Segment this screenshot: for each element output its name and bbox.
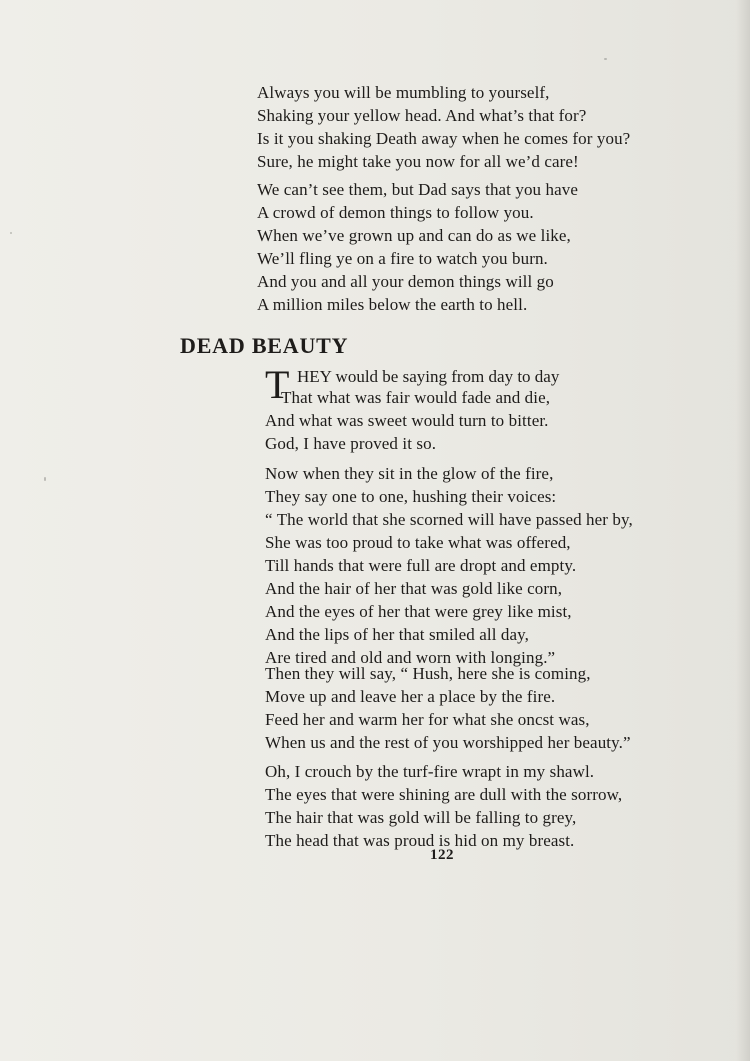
verse-line: “ The world that she scorned will have passed her by,: [265, 510, 633, 529]
stanza-4: [265, 760, 622, 852]
verse-line-first: HEY would be saying from day to day: [297, 367, 560, 386]
verse-line: Then they will say, “ Hush, here she is coming,: [265, 664, 591, 683]
stanza-top-2: [257, 178, 578, 316]
verse-line: The hair that was gold will be falling to grey,: [265, 808, 577, 827]
verse-line: A million miles below the earth to hell.: [257, 295, 528, 314]
page-edge-shadow: [736, 0, 750, 1061]
verse-line: Feed her and warm her for what she oncst was,: [265, 710, 590, 729]
verse-line: We can’t see them, but Dad says that you have: [257, 180, 579, 199]
paper-speck: [10, 232, 12, 234]
verse-line: Are tired and old and worn with longing.”: [265, 648, 556, 667]
verse-line: God, I have proved it so.: [265, 434, 437, 453]
verse-line: Oh, I crouch by the turf-fire wrapt in my shawl.: [265, 762, 595, 781]
verse-line: And you and all your demon things will go: [257, 272, 554, 291]
verse-line: The eyes that were shining are dull with the sorrow,: [265, 785, 623, 804]
verse-line: Shaking your yellow head. And what’s that for?: [257, 106, 587, 125]
verse-line: That what was fair would fade and die,: [281, 388, 551, 407]
verse-line: Sure, he might take you now for all we’d care!: [257, 152, 579, 171]
drop-cap: T: [265, 362, 290, 407]
verse-line: We’ll fling ye on a fire to watch you burn.: [257, 249, 548, 268]
stanza-2: [265, 462, 633, 669]
stanza-3: [265, 662, 631, 754]
poem-title: DEAD BEAUTY: [180, 333, 349, 358]
verse-line: She was too proud to take what was offered,: [265, 533, 571, 552]
verse-line: Till hands that were full are dropt and empty.: [265, 556, 577, 575]
verse-line: When us and the rest of you worshipped her beauty.”: [265, 733, 631, 752]
verse-line: When we’ve grown up and can do as we like,: [257, 226, 571, 245]
verse-line: The head that was proud is hid on my breast.: [265, 831, 575, 850]
paper-speck: [604, 58, 607, 60]
verse-line: Always you will be mumbling to yourself,: [257, 83, 550, 102]
verse-line: And what was sweet would turn to bitter.: [265, 411, 549, 430]
verse-line: Is it you shaking Death away when he comes for you?: [257, 129, 631, 148]
verse-line: Now when they sit in the glow of the fire,: [265, 464, 554, 483]
stanza-1-rest: [265, 386, 550, 455]
verse-line: And the hair of her that was gold like corn,: [265, 579, 563, 598]
verse-line: A crowd of demon things to follow you.: [257, 203, 534, 222]
page-number: 122: [430, 847, 454, 863]
verse-line: They say one to one, hushing their voices:: [265, 487, 557, 506]
verse-line: Move up and leave her a place by the fire.: [265, 687, 556, 706]
verse-line: And the eyes of her that were grey like mist,: [265, 602, 572, 621]
verse-line: And the lips of her that smiled all day,: [265, 625, 529, 644]
stanza-top-1: [257, 81, 630, 173]
paper-speck: [44, 477, 46, 481]
